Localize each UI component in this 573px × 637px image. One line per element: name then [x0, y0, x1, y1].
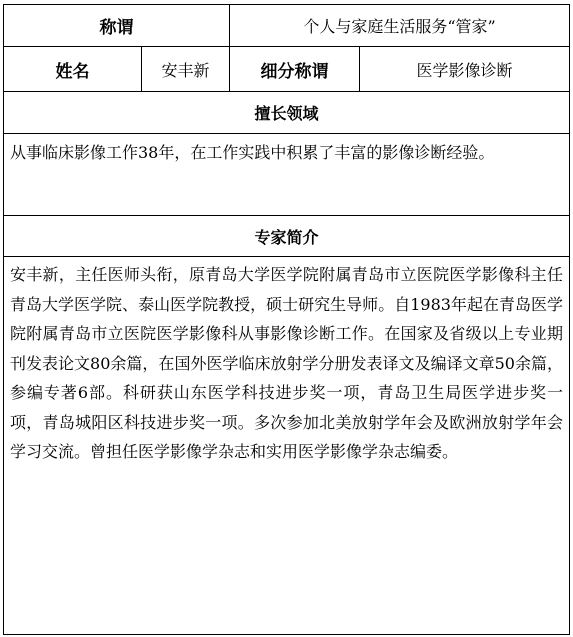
title-row	[4, 5, 570, 47]
expertise-text: 从事临床影像工作38年，在工作实践中积累了丰富的影像诊断经验。	[4, 134, 570, 216]
name-value: 安丰新	[142, 47, 230, 92]
subtitle-value: 医学影像诊断	[360, 47, 570, 92]
title-label: 称谓	[4, 5, 230, 47]
name-label: 姓名	[4, 47, 142, 92]
expertise-row	[4, 134, 570, 216]
bio-header-row	[4, 216, 570, 257]
subtitle-label: 细分称谓	[230, 47, 360, 92]
bio-text: 安丰新，主任医师头衔，原青岛大学医学院附属青岛市立医院医学影像科主任青岛大学医学院、泰山医学院教授，硕士研究生导师。自1983年起在青岛医学院附属青岛市立医院医学影像科从事影像诊断工作。在国家及省级以上专业期刊发表论文80余篇，在国外医学临床放射学分册发表译文及编译文章50余篇，参编专著6部。科研获山东医学科技进步奖一项，青岛卫生局医学进步奖一项，青岛城阳区科技进步奖一项。多次参加北美放射学年会及欧洲放射学年会学习交流。曾担任医学影像学杂志和实用医学影像学杂志编委。	[4, 257, 570, 635]
bio-header: 专家简介	[4, 216, 570, 257]
bio-row	[4, 257, 570, 635]
title-value: 个人与家庭生活服务“管家”	[230, 5, 570, 47]
expertise-header: 擅长领域	[4, 92, 570, 134]
expertise-header-row	[4, 92, 570, 134]
name-row	[4, 47, 570, 92]
expert-profile-table	[3, 4, 570, 635]
